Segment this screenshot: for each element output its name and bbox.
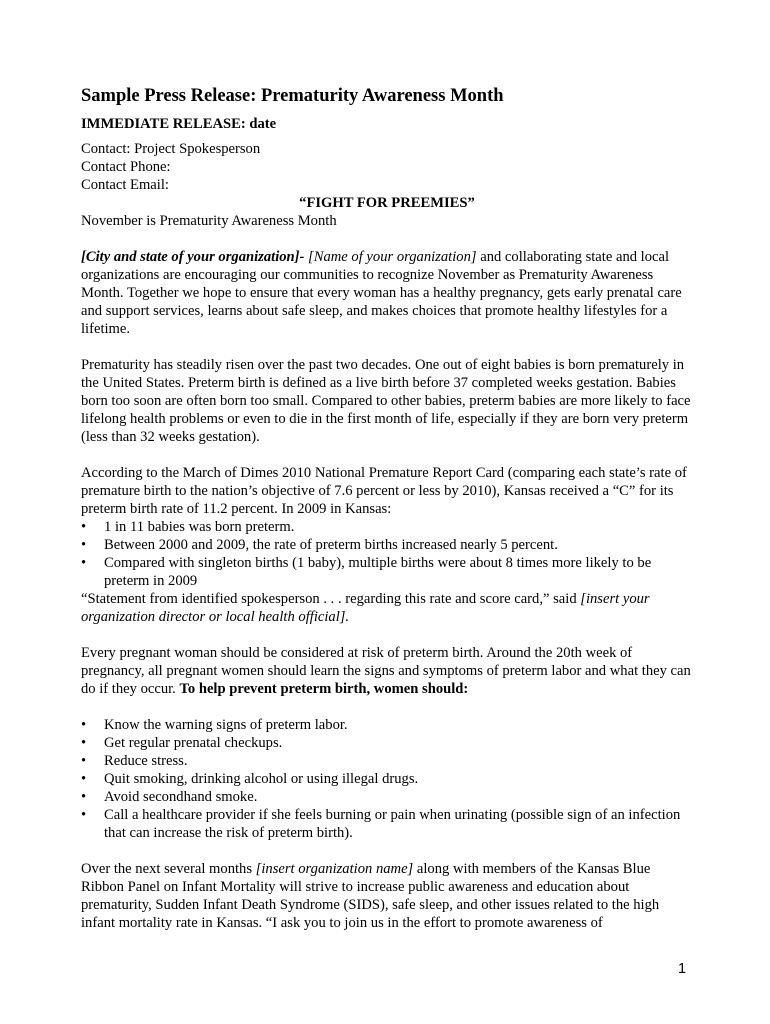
list-item-text: Quit smoking, drinking alcohol or using illegal drugs. — [104, 771, 419, 787]
report-card-paragraph: According to the March of Dimes 2010 National Premature Report Card (comparing each state’s rate of premature birth to the nation’s objective of 7.6 percent or less by 2010), Kansas received a “C” for its preterm birth rate of 11.2 percent. In 2009 in Kansas: — [81, 465, 687, 517]
list-item — [81, 806, 693, 842]
bullet-icon: • — [81, 555, 87, 571]
list-item-text: Call a healthcare provider if she feels burning or pain when urinating (possible sign of an infection that can increase the risk of preterm birth). — [104, 807, 681, 841]
list-item-text: 1 in 11 babies was born preterm. — [104, 519, 295, 535]
intro-text: and collaborating state and local organizations are encouraging our communities to recognize November as Prematurity Awareness Month. Together we hope to ensure that every woman has a healthy pregnancy, gets early prenatal care and support services, learns about safe sleep, and makes choices that promote healthy lifestyles for a lifetime. — [81, 249, 682, 337]
contact-block — [81, 140, 693, 194]
closing-text-rest: along with members of the Kansas Blue Ribbon Panel on Infant Mortality will strive to increase public awareness and education about prematurity, Sudden Infant Death Syndrome (SIDS), safe sleep, and other issues related to the high infant mortality rate in Kansas. “I ask you to join us in the effort to promote awareness of — [81, 861, 660, 931]
contact-email: Contact Email: — [81, 177, 169, 193]
risk-bold-text: To help prevent preterm birth, women should: — [179, 681, 469, 697]
kansas-stats-list — [81, 518, 693, 590]
list-item-text: Avoid secondhand smoke. — [104, 789, 258, 805]
risk-text: Every pregnant woman should be considered at risk of preterm birth. Around the 20th week of pregnancy, all pregnant women should learn the signs and symptoms of preterm labor and what they can do if they occur. — [81, 645, 691, 697]
list-item-text: Get regular prenatal checkups. — [104, 735, 283, 751]
list-item — [81, 770, 693, 788]
bullet-icon: • — [81, 717, 87, 733]
list-item — [81, 716, 693, 734]
bullet-icon: • — [81, 771, 87, 787]
page-number: 1 — [678, 961, 687, 977]
quote-paragraph — [81, 590, 693, 626]
bullet-icon: • — [81, 735, 87, 751]
prematurity-paragraph: Prematurity has steadily risen over the past two decades. One out of eight babies is born prematurely in the United States. Preterm birth is defined as a live birth before 37 completed weeks gestation. Babies born too soon are often born too small. Compared to other babies, preterm babies are more likely to face lifelong health problems or even to die in the first month of life, especially if they are born very preterm (less than 32 weeks gestation). — [81, 357, 691, 445]
bullet-icon: • — [81, 519, 87, 535]
risk-paragraph — [81, 644, 693, 698]
list-item-text: Between 2000 and 2009, the rate of preterm births increased nearly 5 percent. — [104, 537, 558, 553]
city-state-placeholder: [City and state of your organization]- — [81, 249, 305, 265]
bullet-icon: • — [81, 807, 87, 823]
quote-text: “Statement from identified spokesperson . . . regarding this rate and score card,” said — [81, 591, 581, 607]
list-item — [81, 788, 693, 806]
bullet-icon: • — [81, 753, 87, 769]
closing-paragraph — [81, 860, 693, 932]
document-title: Sample Press Release: Prematurity Awareness Month — [81, 86, 504, 106]
list-item-text: Know the warning signs of preterm labor. — [104, 717, 348, 733]
list-item — [81, 752, 693, 770]
organization-placeholder: [Name of your organization] — [308, 249, 477, 265]
release-line: IMMEDIATE RELEASE: date — [81, 116, 277, 132]
document-page — [81, 84, 693, 950]
list-item — [81, 536, 693, 554]
contact-phone: Contact Phone: — [81, 159, 171, 175]
contact-spokesperson: Contact: Project Spokesperson — [81, 141, 261, 157]
subtitle: November is Prematurity Awareness Month — [81, 213, 337, 229]
closing-text-start: Over the next several months — [81, 861, 256, 877]
prevention-tips-list — [81, 716, 693, 842]
bullet-icon: • — [81, 537, 87, 553]
intro-paragraph — [81, 248, 693, 338]
quote-attribution: [insert your organization director or local health official]. — [81, 591, 650, 625]
list-item — [81, 554, 693, 590]
bullet-icon: • — [81, 789, 87, 805]
list-item — [81, 734, 693, 752]
list-item — [81, 518, 693, 536]
list-item-text: Compared with singleton births (1 baby), multiple births were about 8 times more likely to be preterm in 2009 — [104, 555, 652, 589]
organization-name-placeholder: [insert organization name] — [255, 861, 414, 877]
list-item-text: Reduce stress. — [104, 753, 188, 769]
headline: “FIGHT FOR PREEMIES” — [299, 195, 475, 211]
